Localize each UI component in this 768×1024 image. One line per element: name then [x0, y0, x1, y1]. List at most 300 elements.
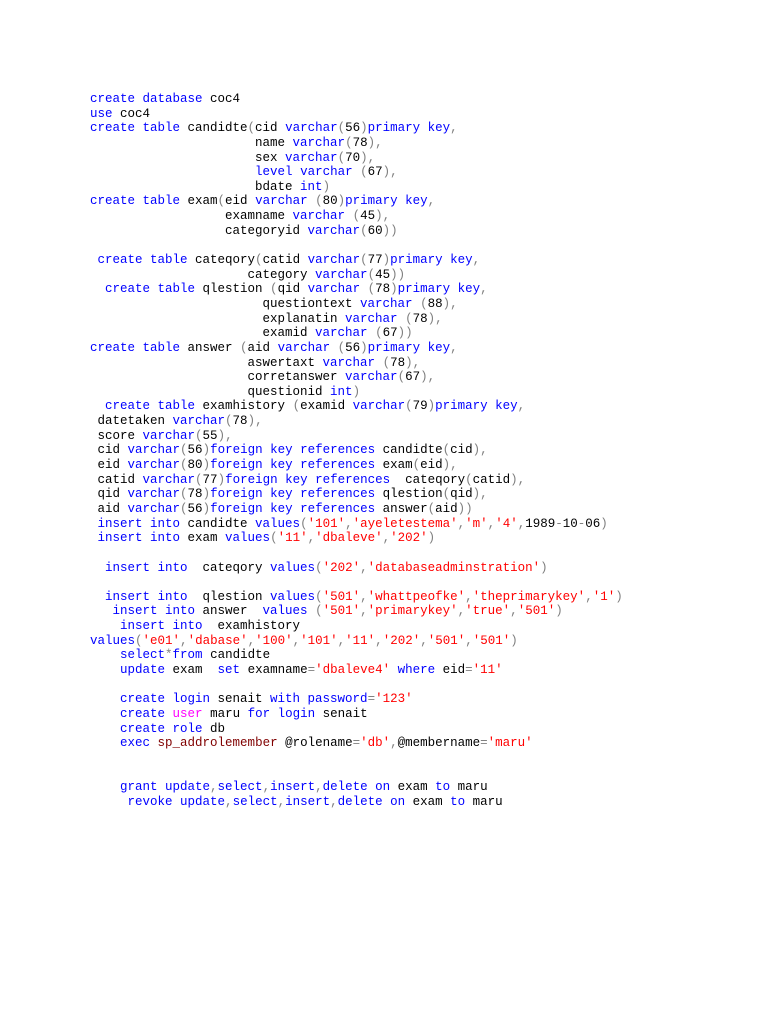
sql-operator: ): [390, 282, 398, 297]
sql-text: qlestion: [375, 487, 443, 502]
sql-keyword: where: [397, 662, 436, 677]
sql-text: eid: [435, 662, 466, 677]
code-line: [90, 326, 623, 341]
sql-keyword: create table: [90, 340, 181, 355]
sql-text: maru: [450, 780, 488, 795]
sql-operator: ,: [360, 589, 368, 604]
sql-text: candidte: [180, 516, 256, 531]
sql-text: 1989: [525, 516, 556, 531]
sql-text: answer: [375, 501, 428, 516]
sql-keyword: grant update: [120, 780, 211, 795]
code-line: [90, 297, 623, 312]
sql-text: 79: [412, 399, 428, 414]
sql-operator: ,: [360, 560, 368, 575]
sql-operator: ,: [480, 282, 488, 297]
sql-keyword: varchar: [285, 121, 338, 136]
sql-text: [368, 326, 376, 340]
sql-keyword: use: [90, 106, 113, 121]
sql-keyword: varchar: [292, 209, 346, 224]
sql-text: 78: [390, 355, 406, 370]
sql-operator: (: [405, 311, 413, 326]
sql-text: catid: [472, 472, 511, 487]
sql-operator: ): [217, 472, 226, 487]
sql-operator: ,: [457, 604, 466, 619]
sql-operator: (: [375, 326, 383, 341]
code-line: [90, 678, 623, 693]
sql-text: [90, 707, 120, 721]
sql-system-keyword: user: [172, 706, 203, 721]
code-line: [90, 736, 623, 751]
sql-keyword: primary key: [390, 253, 473, 268]
sql-text: [90, 619, 120, 633]
sql-text: [165, 707, 173, 721]
sql-string: 'e01': [142, 633, 181, 648]
sql-keyword: varchar: [127, 443, 181, 458]
sql-text: 80: [187, 458, 203, 473]
sql-keyword: insert into: [105, 560, 188, 575]
sql-text: candidte: [202, 648, 271, 663]
sql-text: 45: [375, 267, 391, 282]
sql-keyword: exec: [120, 736, 151, 751]
sql-text: qlestion: [195, 282, 271, 297]
sql-text: [90, 517, 98, 531]
sql-text: qid: [450, 487, 473, 502]
code-line: [90, 458, 623, 473]
sql-operator: ),: [247, 414, 263, 429]
sql-operator: ),: [217, 428, 233, 443]
sql-text: [90, 648, 120, 662]
sql-keyword: insert: [285, 794, 331, 809]
sql-string: 'dabase': [187, 633, 248, 648]
sql-keyword: for login: [247, 706, 316, 721]
sql-keyword: primary key: [345, 194, 428, 209]
sql-operator: ): [360, 340, 368, 355]
sql-keyword: to: [450, 794, 466, 809]
sql-text: [90, 561, 105, 575]
sql-operator: (: [217, 194, 226, 209]
sql-operator: =: [307, 662, 316, 677]
sql-operator: ,: [450, 340, 458, 355]
sql-operator: ,: [337, 633, 346, 648]
sql-text: name: [90, 135, 293, 150]
sql-text: exam: [390, 780, 436, 795]
sql-keyword: delete on: [322, 780, 391, 795]
sql-operator: ): [510, 633, 518, 648]
sql-text: [360, 282, 368, 296]
sql-operator: (: [180, 443, 188, 458]
sql-operator: (: [315, 589, 323, 604]
sql-text: senait: [210, 692, 271, 707]
sql-string: 'm': [465, 516, 488, 531]
sql-operator: (: [300, 516, 308, 531]
sql-text: 67: [367, 165, 383, 180]
sql-keyword: create table: [90, 194, 181, 209]
sql-string: 'dbaleve4': [315, 662, 391, 677]
sql-keyword: varchar: [322, 355, 376, 370]
code-line: [90, 356, 623, 371]
sql-keyword: insert into: [97, 516, 181, 531]
sql-text: @membername: [397, 736, 481, 751]
sql-keyword: varchar: [352, 399, 406, 414]
code-line: [90, 165, 623, 180]
sql-text: examname: [240, 662, 308, 677]
sql-text: [90, 692, 120, 706]
code-line: [90, 194, 623, 209]
sql-text: answer: [195, 604, 263, 619]
sql-keyword: select: [217, 780, 263, 795]
sql-string: 'primarykey': [367, 604, 458, 619]
code-line: [90, 209, 623, 224]
sql-operator: (: [195, 472, 203, 487]
sql-string: '1': [592, 589, 616, 604]
sql-keyword: values: [270, 560, 316, 575]
sql-string: '123': [375, 692, 413, 707]
sql-keyword: varchar: [127, 458, 181, 473]
sql-operator: ): [202, 458, 211, 473]
sql-text: aswertaxt: [90, 355, 323, 370]
sql-operator: =: [465, 662, 473, 677]
sql-operator: *: [165, 648, 173, 663]
code-line: [90, 282, 623, 297]
sql-operator: (: [367, 267, 376, 282]
sql-operator: ,: [585, 589, 593, 604]
sql-text: 78: [232, 414, 248, 429]
sql-operator: -: [577, 516, 586, 531]
sql-function: sp_addrolemember: [157, 736, 278, 751]
sql-keyword: insert into: [112, 604, 196, 619]
sql-text: qid: [90, 487, 128, 502]
sql-text: questionid: [90, 384, 331, 399]
sql-keyword: values: [270, 589, 316, 604]
sql-operator: ),: [405, 355, 421, 370]
sql-text: questiontext: [90, 296, 361, 311]
sql-string: '11': [472, 662, 503, 677]
sql-keyword: create role: [120, 721, 203, 736]
sql-keyword: revoke update: [127, 794, 226, 809]
sql-text: candidte: [375, 443, 443, 458]
sql-operator: ,: [382, 531, 391, 546]
sql-operator: ,: [262, 780, 271, 795]
sql-text: 78: [352, 135, 368, 150]
sql-operator: ,: [307, 531, 316, 546]
sql-text: eid: [90, 458, 128, 473]
sql-string: '101': [300, 633, 338, 648]
sql-text: 56: [345, 121, 361, 136]
sql-text: 60: [367, 223, 383, 238]
sql-operator: (: [427, 501, 436, 516]
sql-keyword: varchar: [127, 487, 181, 502]
sql-operator: (: [465, 472, 473, 487]
sql-text: [90, 399, 105, 413]
sql-keyword: varchar: [307, 253, 361, 268]
sql-keyword: create table: [105, 399, 196, 414]
sql-operator: (: [420, 296, 428, 311]
sql-operator: (: [360, 223, 368, 238]
sql-keyword: primary key: [367, 340, 451, 355]
sql-text: cid: [450, 443, 473, 458]
code-line: [90, 414, 623, 429]
sql-operator: ,: [247, 633, 256, 648]
sql-keyword: with password: [270, 692, 368, 707]
sql-text: qid: [277, 282, 308, 297]
sql-operator: ,: [390, 736, 398, 751]
sql-text: 88: [427, 296, 443, 311]
sql-keyword: varchar: [307, 223, 361, 238]
sql-operator: (: [180, 487, 188, 502]
sql-operator: ),: [442, 458, 458, 473]
sql-keyword: create database: [90, 92, 203, 106]
sql-text: [308, 604, 316, 618]
sql-operator: ),: [510, 472, 526, 487]
sql-string: '100': [255, 633, 293, 648]
sql-operator: ,: [472, 253, 481, 268]
code-line: [90, 136, 623, 151]
sql-string: '202': [382, 633, 421, 648]
sql-keyword: to: [435, 780, 451, 795]
sql-operator: ): [427, 531, 436, 546]
sql-text: [90, 165, 255, 179]
sql-text: examid: [300, 399, 353, 414]
sql-keyword: int: [300, 179, 323, 194]
sql-text: 55: [202, 428, 218, 443]
sql-operator: ,: [315, 780, 323, 795]
sql-string: '501': [322, 589, 361, 604]
code-line: [90, 795, 623, 810]
sql-text: [90, 795, 128, 809]
sql-keyword: varchar: [285, 150, 338, 165]
sql-keyword: values: [225, 531, 271, 546]
sql-operator: (: [315, 194, 323, 209]
sql-text: [90, 531, 98, 545]
sql-keyword: insert into: [105, 589, 188, 604]
sql-text: aid: [435, 501, 458, 516]
code-line: [90, 663, 623, 678]
sql-operator: (: [352, 209, 361, 224]
sql-operator: ,: [517, 399, 526, 414]
sql-text: [330, 341, 338, 355]
sql-keyword: from: [172, 648, 203, 663]
sql-keyword: varchar: [172, 414, 226, 429]
sql-string: '11': [345, 633, 376, 648]
sql-string: 'true': [465, 604, 511, 619]
sql-operator: ): [352, 384, 361, 399]
sql-text: 77: [367, 253, 383, 268]
sql-string: 'databaseadminstration': [367, 560, 541, 575]
code-line: [90, 634, 623, 649]
code-line: [90, 692, 623, 707]
sql-operator: ): [382, 253, 391, 268]
code-line: [90, 238, 623, 253]
sql-keyword: foreign key references: [210, 501, 376, 516]
sql-text: [413, 297, 421, 311]
code-line: [90, 765, 623, 780]
sql-operator: ,: [510, 604, 518, 619]
sql-operator: (: [247, 121, 256, 136]
sql-operator: (: [412, 458, 421, 473]
sql-text: cid: [255, 121, 286, 136]
sql-operator: ): [360, 121, 368, 136]
sql-operator: )): [397, 326, 413, 341]
sql-string: '501': [517, 604, 556, 619]
sql-text: explanatin: [90, 311, 346, 326]
code-line: [90, 780, 623, 795]
code-line: [90, 341, 623, 356]
sql-operator: (: [195, 428, 203, 443]
sql-operator: (: [180, 458, 188, 473]
sql-text: examid: [90, 326, 316, 341]
sql-operator: ),: [420, 370, 436, 385]
sql-string: '11': [277, 531, 308, 546]
sql-text: [90, 253, 98, 267]
sql-operator: ),: [442, 296, 458, 311]
sql-keyword: values: [262, 604, 308, 619]
sql-operator: (: [442, 443, 451, 458]
sql-keyword: foreign key references: [210, 443, 376, 458]
code-line: [90, 619, 623, 634]
sql-text: 56: [345, 340, 361, 355]
sql-text: corretanswer: [90, 370, 346, 385]
sql-operator: ,: [457, 516, 466, 531]
sql-operator: (: [135, 633, 143, 648]
sql-text: @rolename: [277, 736, 353, 751]
sql-keyword: level: [255, 165, 293, 180]
code-line: [90, 590, 623, 605]
sql-text: [90, 590, 105, 604]
sql-text: 10: [562, 516, 578, 531]
sql-operator: ,: [465, 589, 473, 604]
sql-text: [90, 282, 105, 296]
sql-keyword: insert into: [120, 619, 203, 634]
sql-keyword: varchar: [315, 267, 368, 282]
sql-text: 78: [375, 282, 391, 297]
sql-operator: (: [442, 487, 451, 502]
sql-keyword: primary key: [435, 399, 518, 414]
sql-operator: -: [555, 516, 563, 531]
sql-text: [308, 194, 316, 208]
sql-operator: ): [322, 179, 331, 194]
sql-text: 78: [412, 311, 428, 326]
sql-text: maru: [202, 706, 248, 721]
sql-operator: (: [180, 501, 188, 516]
sql-operator: ,: [292, 633, 301, 648]
code-line: [90, 429, 623, 444]
sql-keyword: delete on: [337, 794, 406, 809]
sql-text: cateqory: [390, 472, 466, 487]
sql-operator: (: [270, 282, 278, 297]
sql-operator: ,: [487, 516, 496, 531]
sql-operator: ),: [375, 209, 391, 224]
sql-operator: )): [382, 223, 398, 238]
sql-operator: (: [397, 370, 406, 385]
sql-text: exam: [180, 531, 226, 546]
sql-operator: ): [615, 589, 623, 604]
sql-operator: ),: [382, 165, 398, 180]
sql-text: senait: [315, 706, 368, 721]
sql-text: coc4: [202, 92, 241, 106]
sql-text: qlestion: [187, 589, 271, 604]
sql-keyword: primary key: [367, 121, 451, 136]
sql-keyword: create: [120, 706, 166, 721]
sql-operator: ,: [375, 633, 383, 648]
sql-keyword: create table: [90, 121, 181, 136]
sql-operator: (: [240, 340, 248, 355]
sql-text: candidte: [180, 121, 248, 136]
sql-text: 78: [187, 487, 203, 502]
sql-string: 'ayeletestema': [352, 516, 458, 531]
code-line: [90, 180, 623, 195]
sql-code-block: [90, 92, 623, 809]
sql-operator: (: [360, 165, 368, 180]
sql-text: [90, 780, 120, 794]
sql-operator: )): [390, 267, 406, 282]
sql-text: 67: [382, 326, 398, 341]
sql-text: eid: [420, 458, 443, 473]
sql-operator: ): [202, 443, 211, 458]
sql-text: catid: [90, 472, 143, 487]
code-line: [90, 92, 623, 107]
sql-text: exam: [375, 458, 413, 473]
sql-keyword: select: [232, 794, 278, 809]
sql-keyword: foreign key references: [210, 458, 376, 473]
code-line: [90, 253, 623, 268]
sql-keyword: insert into: [97, 531, 181, 546]
sql-operator: (: [360, 253, 368, 268]
sql-operator: =: [480, 736, 488, 751]
sql-string: 'theprimarykey': [472, 589, 586, 604]
sql-operator: ,: [345, 516, 353, 531]
sql-string: '501': [427, 633, 466, 648]
sql-text: [353, 165, 361, 179]
sql-text: exam: [405, 794, 451, 809]
sql-operator: ,: [210, 780, 218, 795]
sql-text: bdate: [90, 179, 301, 194]
sql-string: 'dbaleve': [315, 531, 383, 546]
sql-keyword: varchar: [307, 282, 361, 297]
sql-text: examname: [90, 209, 293, 224]
sql-operator: ): [600, 516, 608, 531]
code-line: [90, 707, 623, 722]
sql-keyword: varchar: [142, 472, 196, 487]
code-line: [90, 502, 623, 517]
sql-string: 'whattpeofke': [367, 589, 466, 604]
sql-operator: ): [555, 604, 563, 619]
code-line: [90, 268, 623, 283]
sql-text: [90, 736, 120, 750]
sql-keyword: create table: [97, 253, 188, 268]
sql-text: [390, 663, 398, 677]
sql-operator: ),: [427, 311, 443, 326]
sql-string: 'maru': [487, 736, 533, 751]
sql-text: catid: [262, 253, 308, 268]
sql-text: 67: [405, 370, 421, 385]
sql-operator: (: [337, 121, 346, 136]
sql-text: [90, 722, 120, 736]
sql-operator: ): [202, 501, 211, 516]
sql-keyword: set: [217, 662, 241, 677]
code-line: [90, 312, 623, 327]
sql-string: 'db': [360, 736, 391, 751]
sql-string: '101': [307, 516, 346, 531]
sql-operator: (: [315, 604, 323, 619]
sql-text: 56: [187, 501, 203, 516]
code-line: [90, 473, 623, 488]
sql-operator: ,: [420, 633, 428, 648]
sql-operator: ),: [367, 135, 383, 150]
code-line: [90, 575, 623, 590]
sql-operator: )): [457, 501, 473, 516]
sql-operator: ,: [330, 794, 338, 809]
sql-operator: =: [367, 692, 376, 707]
